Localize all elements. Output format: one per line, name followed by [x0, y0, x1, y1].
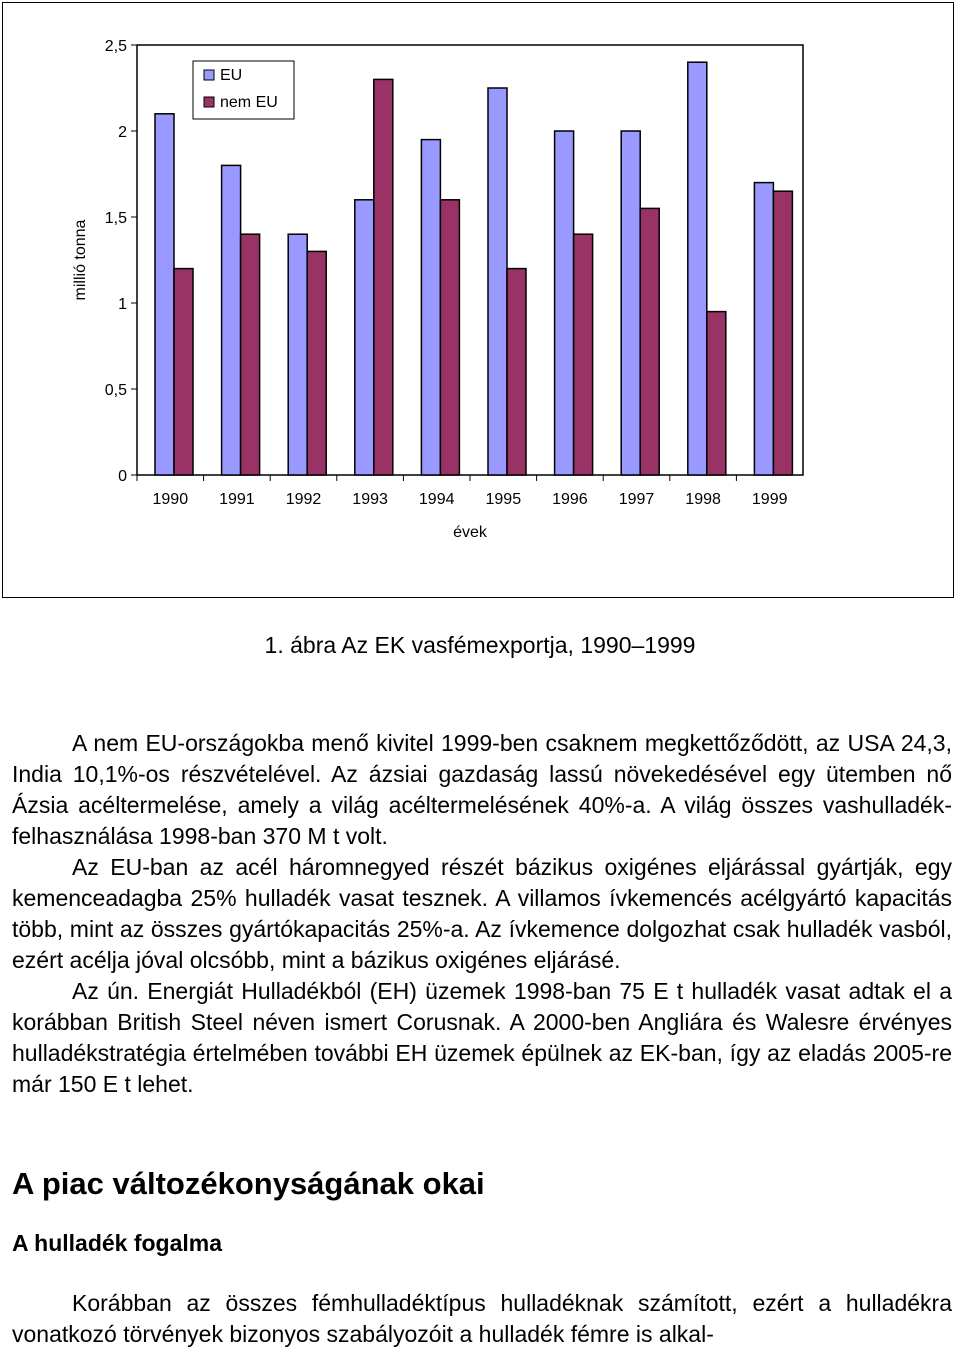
- bar-eu: [621, 131, 640, 475]
- x-tick-label: 1992: [285, 491, 322, 508]
- bar-eu: [754, 183, 773, 475]
- x-tick-label: 1997: [618, 491, 655, 508]
- bar-non-eu: [574, 234, 593, 475]
- x-tick-label: 1995: [485, 491, 522, 508]
- bar-eu: [488, 88, 507, 475]
- bar-eu: [155, 114, 174, 475]
- bar-eu: [555, 131, 574, 475]
- bar-non-eu: [241, 234, 260, 475]
- bar-eu: [688, 62, 707, 475]
- bar-non-eu: [174, 269, 193, 475]
- y-axis-label: millió tonna: [72, 219, 89, 301]
- legend-swatch: [204, 97, 214, 107]
- y-tick-label: 0,5: [104, 382, 127, 399]
- x-tick-label: 1998: [685, 491, 721, 508]
- bar-eu: [421, 140, 440, 475]
- bar-non-eu: [773, 191, 792, 475]
- bar-eu: [288, 234, 307, 475]
- bar-eu: [222, 165, 241, 475]
- subsection-heading: A hulladék fogalma: [12, 1230, 223, 1256]
- paragraph-4: Korábban az összes fémhulladéktípus hulladéknak számított, ezért a hulladékra vonatkozó törvények bizonyos szabályozóit a hulladék fémre is alkal-: [12, 1290, 952, 1347]
- bar-eu: [355, 200, 374, 475]
- bar-chart: [3, 3, 953, 597]
- figure-caption: 1. ábra Az EK vasfémexportja, 1990–1999: [264, 632, 696, 658]
- paragraph-3: Az ún. Energiát Hulladékból (EH) üzemek 1998-ban 75 E t hulladék vasat adtak el a korábban British Steel néven ismert Corusnak. A 2000-ben Angliára és Walesre érvényes hulladékstratégia értelmében további EH üzemek épülnek az EK-ban, így az eladás 2005-re már 150 E t lehet.: [12, 978, 952, 1097]
- x-tick-label: 1994: [418, 491, 455, 508]
- bar-non-eu: [374, 79, 393, 475]
- bar-non-eu: [507, 269, 526, 475]
- chart-frame: [2, 2, 954, 598]
- y-tick-label: 2,5: [104, 38, 127, 55]
- bar-non-eu: [307, 251, 326, 475]
- x-tick-label: 1991: [219, 491, 255, 508]
- bar-non-eu: [707, 312, 726, 475]
- x-axis-label: évek: [453, 524, 487, 541]
- paragraph-2: Az EU-ban az acél háromnegyed részét bázikus oxigénes eljárással gyártják, egy kemenceadagba 25% hulladék vasat tesznek. A villamos ívkemencés acélgyártó kapacitás több, mint az összes gyártókapacitás 25%-a. Az ívkemence dolgozhat csak hulladék vasból, ezért acélja jóval olcsóbb, mint a bázikus oxigénes eljárásé.: [12, 854, 952, 973]
- body-text-2: [12, 1288, 952, 1350]
- x-tick-label: 1996: [552, 491, 588, 508]
- y-tick-label: 1: [118, 296, 127, 313]
- body-text: [12, 728, 952, 1100]
- legend-swatch: [204, 70, 214, 80]
- x-tick-label: 1999: [751, 491, 788, 508]
- bar-non-eu: [440, 200, 459, 475]
- y-tick-label: 2: [118, 124, 127, 141]
- x-tick-label: 1990: [152, 491, 189, 508]
- y-tick-label: 0: [118, 468, 127, 485]
- y-tick-label: 1,5: [104, 210, 127, 227]
- paragraph-1: A nem EU-országokba menő kivitel 1999-ben csaknem megkettőződött, az USA 24,3, India 10,1%-os részvételével. Az ázsiai gazdaság lassú növekedésével egy ütemben nő Ázsia acéltermelése, amely a világ acéltermelésének 40%-a. A világ összes vashulladék-felhasználása 1998-ban 370 M t volt.: [12, 730, 952, 849]
- x-tick-label: 1993: [352, 491, 388, 508]
- bar-non-eu: [640, 208, 659, 475]
- legend-label: nem EU: [220, 94, 278, 111]
- section-heading: A piac változékonyságának okai: [12, 1166, 485, 1201]
- legend-label: EU: [220, 67, 243, 84]
